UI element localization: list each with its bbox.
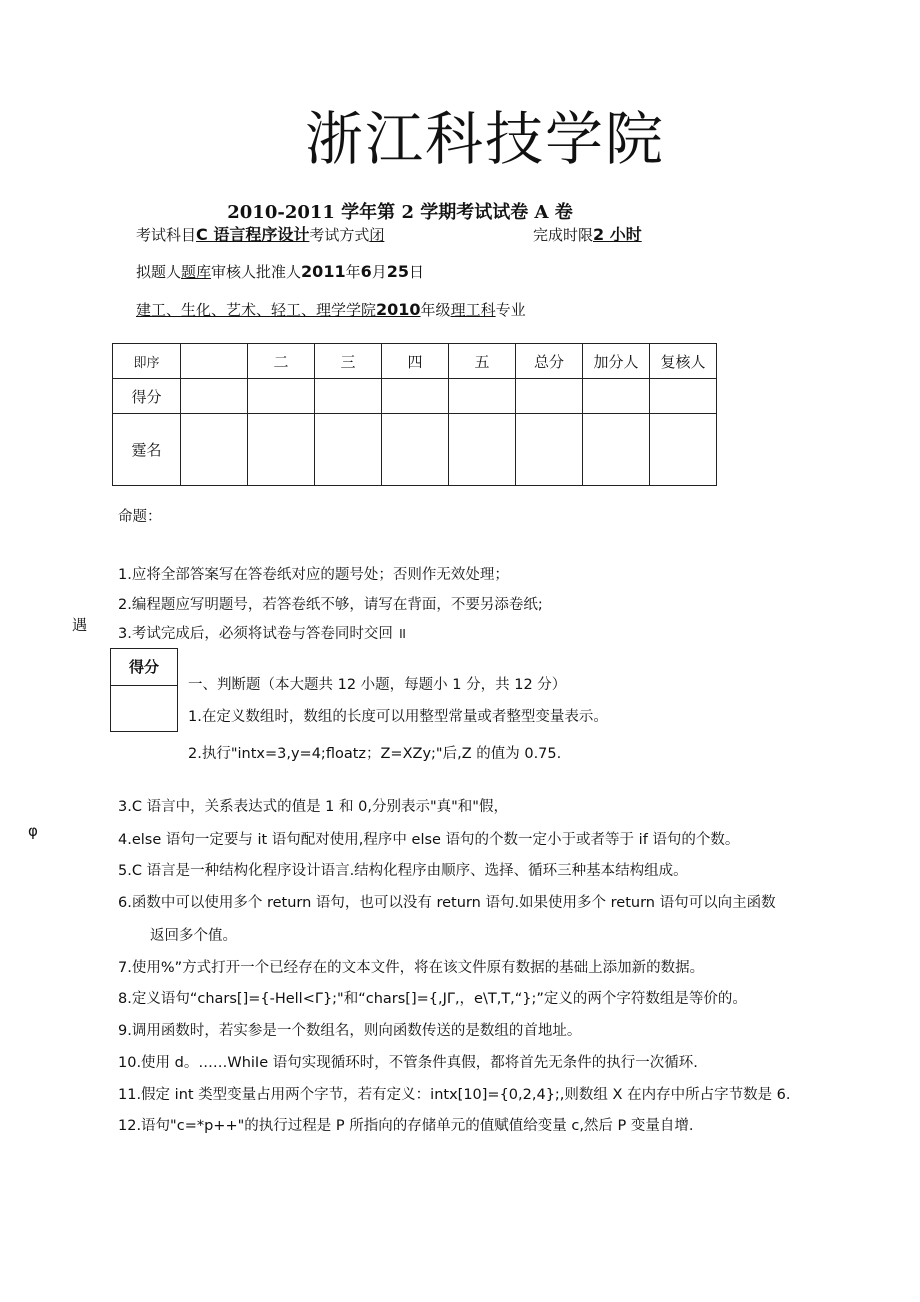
question: 9.调用函数时，若实参是一个数组名，则向函数传送的是数组的首地址。: [118, 1023, 582, 1039]
signature-cell: [181, 414, 248, 486]
major-suffix: 专业: [495, 301, 526, 319]
signature-cell: [248, 414, 315, 486]
grade-suffix: 年级: [420, 301, 451, 319]
score-row-label: 得分: [113, 379, 181, 414]
notice-item: 3.考试完成后，必须将试卷与答卷同时交回 ॥: [118, 626, 407, 642]
signature-row-label: 霆名: [113, 414, 181, 486]
header-cell: 五: [449, 344, 516, 379]
exam-method-label: 考试方式: [309, 226, 370, 244]
date-month-suffix: 月: [371, 263, 387, 281]
colleges: 建工、生化、艺术、轻工、理学学院: [136, 301, 377, 319]
notice-heading: 命题：: [118, 509, 162, 525]
info-line-2: [136, 261, 424, 282]
subject-value: C 语言程序设计: [196, 225, 310, 244]
header-cell: [181, 344, 248, 379]
score-row: [113, 379, 717, 414]
time-value: 2 小时: [593, 225, 642, 244]
signature-cell: [650, 414, 717, 486]
header-cell: 三: [315, 344, 382, 379]
margin-mark: φ: [28, 822, 38, 840]
section-heading: 一、判断题（本大题共 12 小题，每题小 1 分，共 12 分）: [188, 677, 567, 693]
signature-cell: [315, 414, 382, 486]
reviewer-label: 审核人批准人: [211, 263, 302, 281]
question: 1.在定义数组时，数组的长度可以用整型常量或者整型变量表示。: [188, 709, 608, 725]
question: 10.使用 d。……WhiIe 语句实现循环时，不管条件真假，都将首先无条件的执行一次循环.: [118, 1055, 698, 1071]
question-bank: 题库: [181, 263, 212, 281]
question: 5.C 语言是一种结构化程序设计语言.结构化程序由顺序、选择、循环三种基本结构组成。: [118, 863, 688, 879]
question: 7.使用%”方式打开一个已经存在的文本文件，将在该文件原有数据的基础上添加新的数据。: [118, 960, 705, 976]
signature-cell: [516, 414, 583, 486]
date-day: 25: [386, 262, 410, 281]
score-cell: [650, 379, 717, 414]
notice-item: 2.编程题应写明题号，若答卷纸不够，请写在背面，不要另添卷纸;: [118, 597, 543, 613]
notice-item: 1.应将全部答案写在答卷纸对应的题号处；否则作无效处理；: [118, 567, 509, 583]
section-score-box: [110, 648, 178, 732]
score-cell: [181, 379, 248, 414]
header-cell: 四: [382, 344, 449, 379]
question: 6.函数中可以使用多个 return 语句，也可以没有 return 语句.如果使用多个 return 语句可以向主函数: [118, 895, 776, 911]
header-cell: 二: [248, 344, 315, 379]
header-cell: 复核人: [650, 344, 717, 379]
signature-cell: [449, 414, 516, 486]
question: 12.语句"c=*p++"的执行过程是 P 所指向的存储单元的值赋值给变量 c,然后 P 变量自增.: [118, 1118, 694, 1134]
score-cell: [516, 379, 583, 414]
score-cell: [248, 379, 315, 414]
question: 2.执行"intx=3,y=4;floatz；Z=XZy;"后,Z 的值为 0.75.: [188, 746, 562, 762]
exam-title: 2010-2011 学年第 2 学期考试试卷 A 卷: [227, 202, 573, 223]
score-table: [112, 343, 717, 486]
grade: 2010: [376, 300, 421, 319]
date-year-suffix: 年: [345, 263, 361, 281]
setter-label: 拟题人: [136, 263, 182, 281]
question: 3.C 语言中，关系表达式的值是 1 和 0,分别表示"真"和"假，: [118, 799, 508, 815]
header-cell: 即序: [113, 344, 181, 379]
time-label: 完成时限: [533, 226, 594, 244]
school-name: 浙江科技学院: [304, 105, 665, 173]
margin-mark: 遇: [72, 616, 88, 634]
signature-cell: [382, 414, 449, 486]
exam-method-value: 闭: [369, 226, 385, 244]
question: 4.else 语句一定要与 it 语句配对使用,程序中 else 语句的个数一定小于或者等于 if 语句的个数。: [118, 832, 740, 848]
score-table-header-row: [113, 344, 717, 379]
section-score-label: 得分: [111, 649, 177, 686]
signature-row: [113, 414, 717, 486]
subject-label: 考试科目: [136, 226, 197, 244]
time-limit: [533, 222, 642, 245]
date-year: 2011: [301, 262, 346, 281]
question: 11.假定 int 类型变量占用两个字节，若有定义：intx[10]={0,2,4};,则数组 X 在内存中所占字节数是 6.: [118, 1087, 791, 1103]
score-cell: [449, 379, 516, 414]
major: 理工科: [450, 301, 496, 319]
info-line-3: [136, 299, 526, 320]
date-month: 6: [360, 262, 372, 281]
question-continued: 返回多个值。: [150, 928, 237, 944]
header-cell: 总分: [516, 344, 583, 379]
date-day-suffix: 日: [409, 263, 425, 281]
signature-cell: [583, 414, 650, 486]
question: 8.定义语句“chars[]={-Hell<Γ};"和“chars[]={,JΓ,，e\T,T,“};”定义的两个字符数组是等价的。: [118, 991, 747, 1007]
header-cell: 加分人: [583, 344, 650, 379]
score-cell: [382, 379, 449, 414]
score-cell: [315, 379, 382, 414]
info-line-1: [136, 222, 384, 245]
score-cell: [583, 379, 650, 414]
